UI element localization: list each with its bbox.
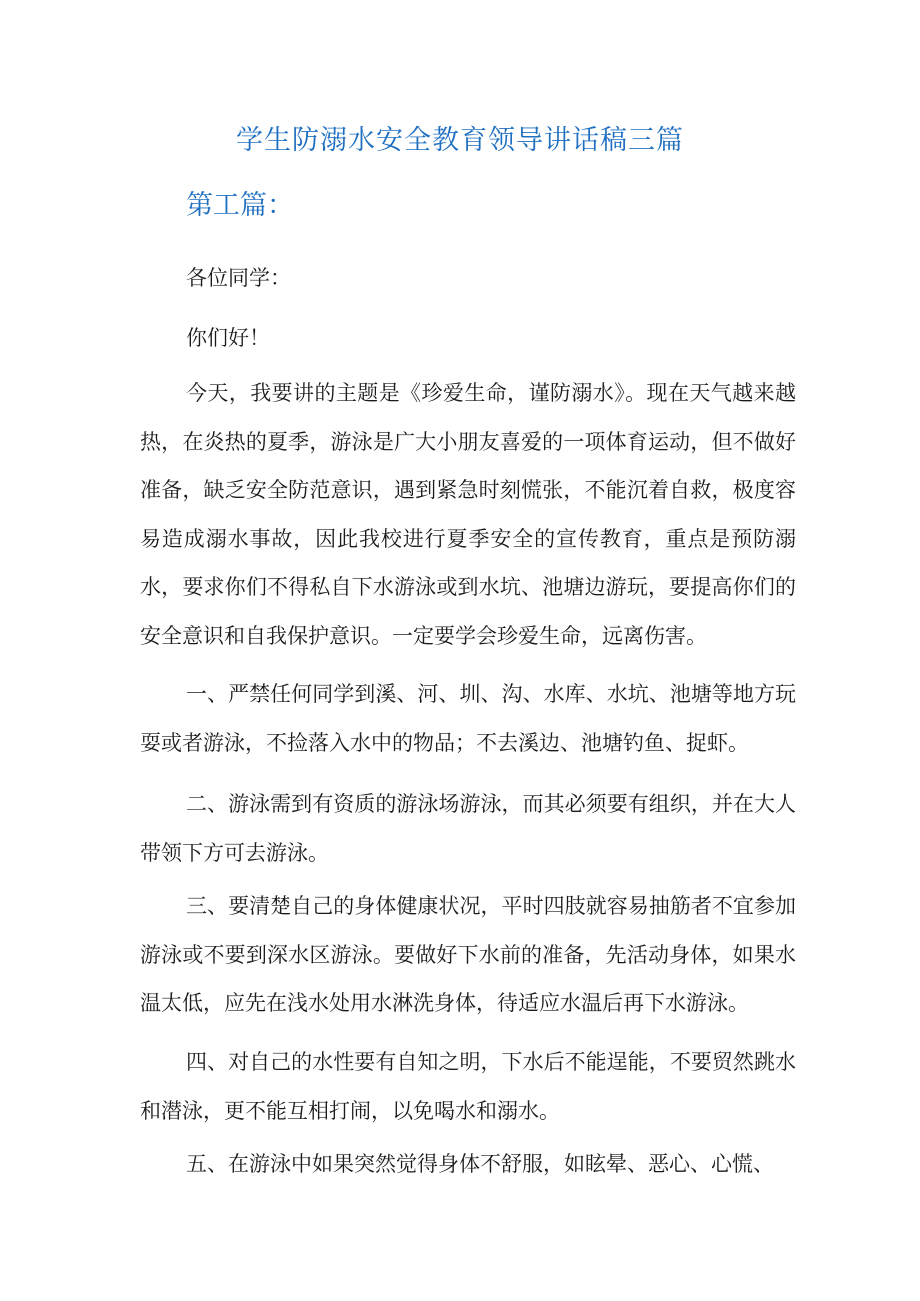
- rule-paragraph-4: 四、对自己的水性要有自知之明，下水后不能逞能，不要贸然跳水和潜泳，更不能互相打闹，以免喝水和溺水。: [140, 1050, 796, 1123]
- document-title: 学生防溺水安全教育领导讲话稿三篇: [236, 125, 684, 156]
- rule-paragraph-3: 三、要清楚自己的身体健康状况，平时四肢就容易抽筋者不宜参加游泳或不要到深水区游泳。要做好下水前的准备，先活动身体，如果水温太低，应先在浅水处用水淋洗身体，待适应水温后再下水游泳。: [140, 894, 796, 1015]
- intro-paragraph: 今天，我要讲的主题是《珍爱生命，谨防溺水》。现在天气越来越热，在炎热的夏季，游泳是广大小朋友喜爱的一项体育运动，但不做好准备，缺乏安全防范意识，遇到紧急时刻慌张，不能沉着自救，极度容易造成溺水事故，因此我校进行夏季安全的宣传教育，重点是预防溺水，要求你们不得私自下水游泳或到水坑、池塘边游玩，要提高你们的安全意识和自我保护意识。一定要学会珍爱生命，远离伤害。: [140, 381, 796, 648]
- rule-paragraph-2: 二、游泳需到有资质的游泳场游泳，而其必须要有组织，并在大人带领下方可去游泳。: [140, 792, 796, 865]
- rule-paragraph-5: 五、在游泳中如果突然觉得身体不舒服，如眩晕、恶心、心慌、: [186, 1152, 774, 1176]
- salutation-paragraph: 各位同学：: [186, 266, 291, 290]
- rule-paragraph-1: 一、严禁任何同学到溪、河、圳、沟、水库、水坑、池塘等地方玩耍或者游泳，不捡落入水中的物品；不去溪边、池塘钓鱼、捉虾。: [140, 682, 796, 755]
- section-heading: 第工篇：: [186, 190, 294, 221]
- greeting-paragraph: 你们好！: [186, 326, 270, 350]
